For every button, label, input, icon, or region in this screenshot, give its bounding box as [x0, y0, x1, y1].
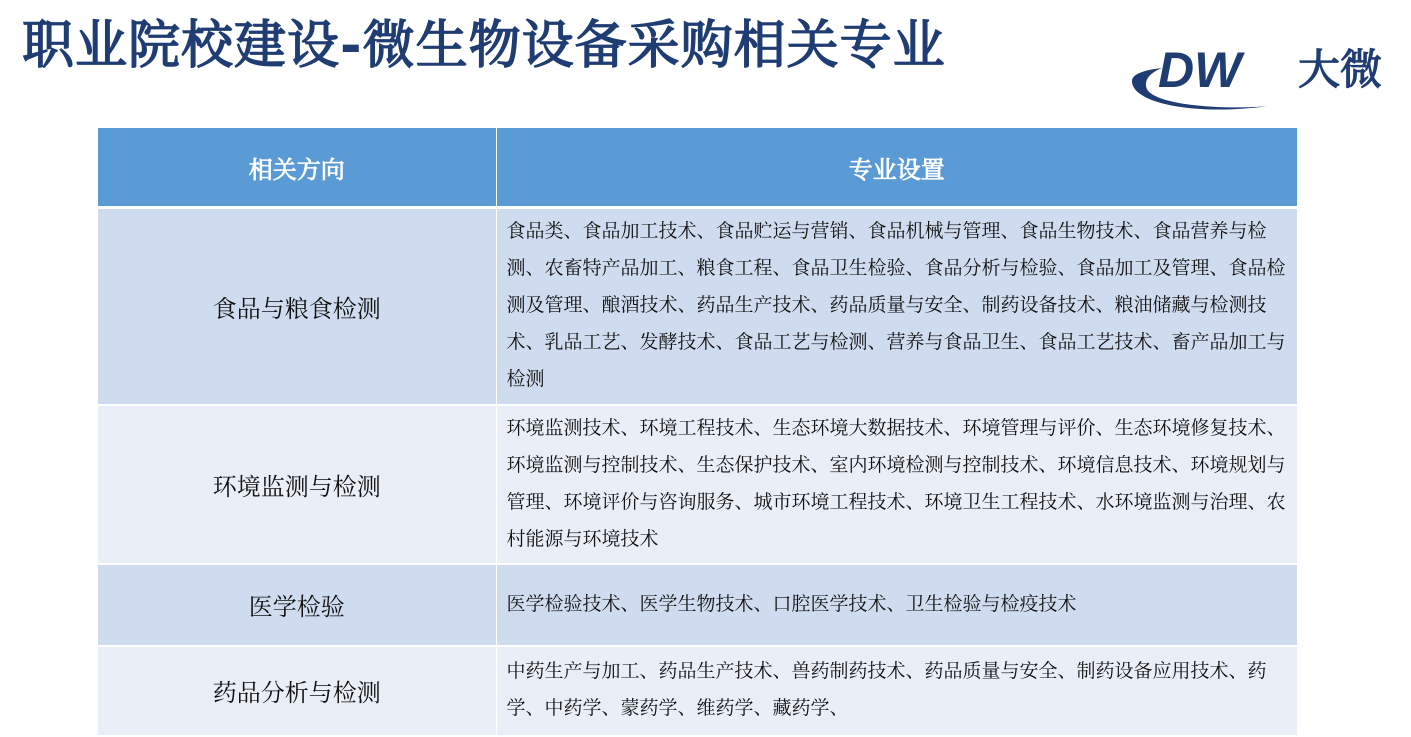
majors-cell: 环境监测技术、环境工程技术、生态环境大数据技术、环境管理与评价、生态环境修复技术、环境监测与控制技术、生态保护技术、室内环境检测与控制技术、环境信息技术、环境规划与管理、环境评价与咨询服务、城市环境工程技术、环境卫生工程技术、水环境监测与治理、农村能源与环境技术: [496, 405, 1297, 564]
majors-cell: 医学检验技术、医学生物技术、口腔医学技术、卫生检验与检疫技术: [496, 564, 1297, 646]
table-row: [98, 405, 1297, 564]
logo-text: DW: [1158, 42, 1242, 98]
majors-table: [98, 128, 1297, 737]
direction-cell: 食品与粮食检测: [98, 208, 496, 405]
direction-cell: 环境监测与检测: [98, 405, 496, 564]
company-logo: [1128, 40, 1390, 114]
table-row: [98, 564, 1297, 646]
majors-table-container: [98, 128, 1297, 737]
table-row: [98, 208, 1297, 405]
direction-cell: 药品分析与检测: [98, 646, 496, 736]
direction-cell: 医学检验: [98, 564, 496, 646]
table-header-row: [98, 128, 1297, 208]
logo-chinese-text: 大微: [1298, 45, 1383, 94]
table-row: [98, 646, 1297, 736]
majors-cell: 食品类、食品加工技术、食品贮运与营销、食品机械与管理、食品生物技术、食品营养与检测、农畜特产品加工、粮食工程、食品卫生检验、食品分析与检验、食品加工及管理、食品检测及管理、酿酒技术、药品生产技术、药品质量与安全、制药设备技术、粮油储藏与检测技术、乳品工艺、发酵技术、食品工艺与检测、营养与食品卫生、食品工艺技术、畜产品加工与检测: [496, 208, 1297, 405]
majors-cell: 中药生产与加工、药品生产技术、兽药制药技术、药品质量与安全、制药设备应用技术、药学、中药学、蒙药学、维药学、藏药学、: [496, 646, 1297, 736]
page-title: 职业院校建设-微生物设备采购相关专业: [22, 16, 946, 76]
column-header-direction: 相关方向: [98, 128, 496, 208]
column-header-majors: 专业设置: [496, 128, 1297, 208]
